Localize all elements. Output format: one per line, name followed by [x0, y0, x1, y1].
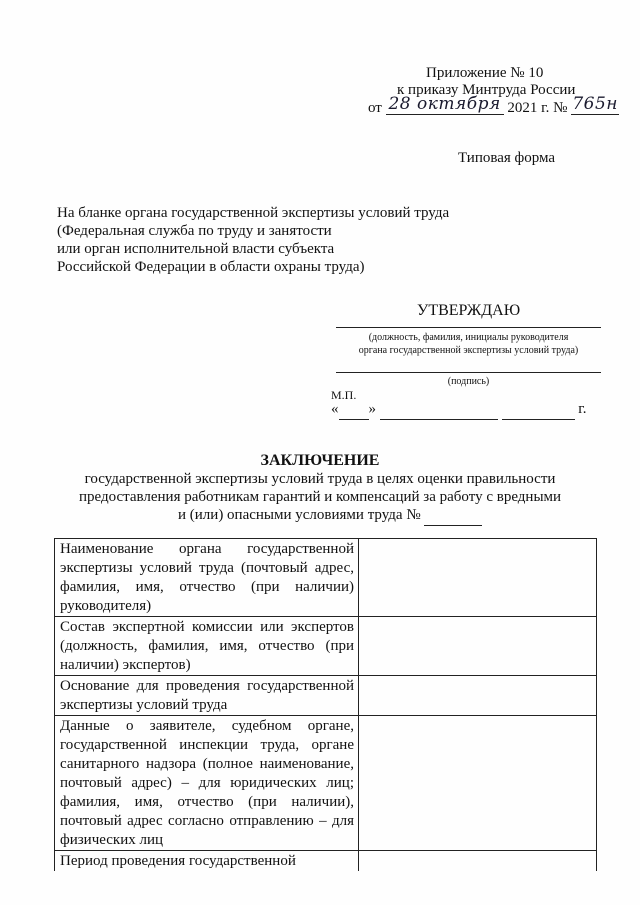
row-label-basis: Основание для проведения государственной экспертизы условий труда [55, 676, 359, 716]
form-type-label: Типовая форма [458, 150, 556, 166]
approval-date-line [331, 400, 586, 420]
row-value-expertise-body[interactable] [359, 539, 597, 617]
conclusion-number-blank [424, 506, 482, 526]
row-label-expertise-body: Наименование органа государственной экспертизы условий труда (почтовый адрес, фамилия, имя, отчество (при наличии) руководителя) [55, 539, 359, 617]
blank-note-line-4: Российской Федерации в области охраны труда) [57, 259, 365, 275]
position-caption-2: органа государственной экспертизы условий труда) [358, 345, 579, 356]
signature-line [336, 372, 601, 373]
handwritten-date: 28 октября [386, 95, 504, 115]
conclusion-number-label: и (или) опасными условиями труда № [178, 507, 421, 523]
month-blank [380, 400, 498, 420]
table-row [55, 617, 597, 676]
conclusion-subtitle-3 [178, 506, 482, 526]
year-suffix: г. [578, 401, 587, 417]
date-prefix: от [368, 100, 382, 116]
signature-caption: (подпись) [447, 376, 490, 387]
conclusion-subtitle-2: предоставления работникам гарантий и компенсаций за работу с вредными [78, 489, 562, 505]
conclusion-subtitle-1: государственной экспертизы условий труда в целях оценки правильности [84, 471, 556, 487]
blank-note-line-2: (Федеральная служба по труду и занятости [57, 223, 332, 239]
position-caption-1: (должность, фамилия, инициалы руководителя [368, 332, 569, 343]
row-label-period: Период проведения государственной [55, 851, 359, 872]
year-blank [502, 400, 575, 420]
date-open-quote: « [331, 401, 339, 417]
row-value-applicant[interactable] [359, 716, 597, 851]
day-blank [339, 400, 369, 420]
date-close-quote: » [368, 401, 376, 417]
handwritten-order-number: 765н [572, 94, 618, 114]
row-value-basis[interactable] [359, 676, 597, 716]
row-label-commission: Состав экспертной комиссии или экспертов (должность, фамилия, имя, отчество (при наличии) экспертов) [55, 617, 359, 676]
table-row [55, 539, 597, 617]
blank-note-line-1: На бланке органа государственной экспертизы условий труда [57, 205, 450, 221]
table-row [55, 851, 597, 872]
appendix-order-line: к приказу Минтруда России [397, 82, 576, 98]
expertise-form-table [54, 538, 597, 871]
position-signature-line [336, 327, 601, 328]
table-row [55, 676, 597, 716]
year-number-label: 2021 г. № [507, 100, 568, 116]
conclusion-title: ЗАКЛЮЧЕНИЕ [260, 452, 380, 469]
appendix-date-line [368, 94, 619, 118]
stamp-label: М.П. [331, 388, 357, 402]
approval-heading: УТВЕРЖДАЮ [417, 302, 521, 319]
row-value-period[interactable] [359, 851, 597, 872]
row-value-commission[interactable] [359, 617, 597, 676]
blank-note-line-3: или орган исполнительной власти субъекта [57, 241, 335, 257]
appendix-title: Приложение № 10 [426, 65, 544, 81]
table-row [55, 716, 597, 851]
row-label-applicant: Данные о заявителе, судебном органе, государственной инспекции труда, органе санитарного надзора (полное наименование, почтовый адрес) – для юридических лиц; фамилия, имя, отчество (при наличии), почтовый адрес согласно отправлению – для физических лиц [55, 716, 359, 851]
